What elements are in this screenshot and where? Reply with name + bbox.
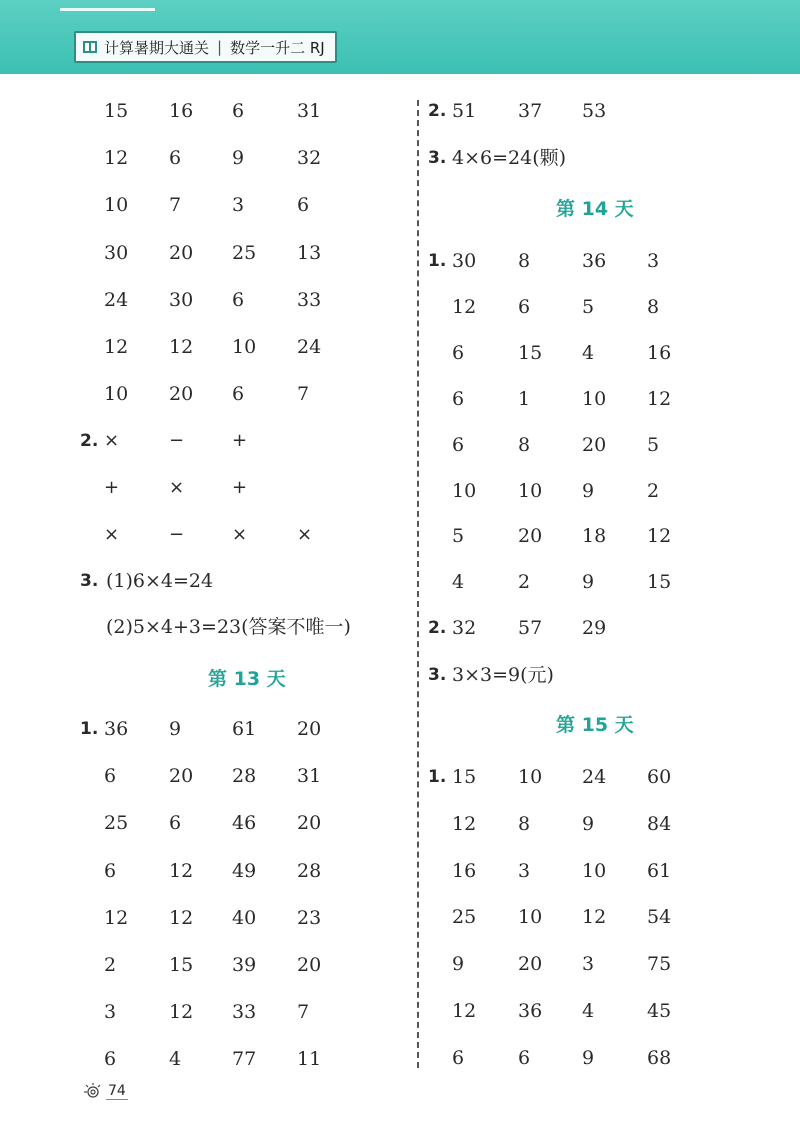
answer-cell: 6 xyxy=(104,765,117,788)
answer-cell: 10 xyxy=(104,194,129,217)
answer-cell: 12 xyxy=(647,525,672,548)
operator-cell: − xyxy=(169,430,185,451)
answer-cell: 8 xyxy=(518,812,531,835)
column-divider xyxy=(417,100,419,1068)
answer-cell: 10 xyxy=(582,387,607,410)
book-icon xyxy=(82,39,98,55)
answer-cell: 12 xyxy=(169,1001,194,1024)
operator-cell: × xyxy=(104,430,120,451)
answer-cell: 30 xyxy=(104,241,129,264)
day14-title: 第 14 天 xyxy=(556,198,634,220)
left-q3-line1: (1)6×4=24 xyxy=(106,570,214,592)
answer-cell: 20 xyxy=(169,383,194,406)
operator-cell: − xyxy=(169,524,185,545)
answer-cell: 18 xyxy=(582,525,607,548)
answer-cell: 3 xyxy=(232,194,245,217)
answer-cell: 16 xyxy=(169,100,194,122)
answer-cell: 20 xyxy=(518,525,543,548)
right-q2-label: 2. xyxy=(428,101,447,121)
answer-cell: 61 xyxy=(647,859,672,882)
answer-cell: 20 xyxy=(169,765,194,788)
answer-cell: 31 xyxy=(297,100,322,122)
answer-cell: 12 xyxy=(582,906,607,929)
answer-cell: 8 xyxy=(518,250,531,272)
answer-cell: 8 xyxy=(518,433,531,456)
answer-cell: 15 xyxy=(452,766,477,788)
answer-cell: 7 xyxy=(297,1001,310,1024)
answer-cell: 11 xyxy=(297,1048,322,1071)
answer-cell: 6 xyxy=(104,859,117,882)
answer-cell: 4 xyxy=(169,1048,182,1071)
answer-cell: 9 xyxy=(582,571,595,594)
answer-cell: 29 xyxy=(582,617,607,639)
answer-cell: 28 xyxy=(297,859,322,882)
answer-cell: 20 xyxy=(297,718,322,740)
answer-cell: 12 xyxy=(169,859,194,882)
answer-cell: 16 xyxy=(452,859,477,882)
answer-cell: 9 xyxy=(582,1046,595,1069)
answer-cell: 6 xyxy=(169,147,182,170)
answer-cell: 6 xyxy=(169,812,182,835)
answer-cell: 49 xyxy=(232,859,257,882)
day14-q3-label: 3. xyxy=(428,665,447,685)
answer-cell: 33 xyxy=(297,288,322,311)
operator-cell: + xyxy=(232,477,248,498)
answer-cell: 10 xyxy=(518,479,543,502)
book-header-badge xyxy=(74,31,337,63)
right-q3-text: 4×6=24(颗) xyxy=(452,147,567,169)
answer-cell: 2 xyxy=(647,479,660,502)
answer-cell: 36 xyxy=(582,250,607,272)
answer-cell: 6 xyxy=(297,194,310,217)
answer-cell: 12 xyxy=(104,147,129,170)
answer-cell: 12 xyxy=(169,336,194,358)
answer-cell: 36 xyxy=(104,718,129,740)
day13-q1-label: 1. xyxy=(80,719,99,739)
answer-cell: 4 xyxy=(582,341,595,364)
answer-cell: 10 xyxy=(518,906,543,929)
answer-cell: 25 xyxy=(452,906,477,929)
answer-cell: 32 xyxy=(297,147,322,170)
answer-cell: 10 xyxy=(518,766,543,788)
answer-cell: 3 xyxy=(582,953,595,976)
answer-cell: 12 xyxy=(169,906,194,929)
answer-cell: 12 xyxy=(452,812,477,835)
answer-cell: 57 xyxy=(518,617,543,639)
day14-q3-text: 3×3=9(元) xyxy=(452,664,554,686)
answer-cell: 3 xyxy=(647,250,660,272)
answer-cell: 25 xyxy=(104,812,129,835)
answer-cell: 68 xyxy=(647,1046,672,1069)
right-q3-label: 3. xyxy=(428,148,447,168)
header-separator: | xyxy=(217,38,223,56)
answer-cell: 24 xyxy=(297,336,322,358)
answer-cell: 10 xyxy=(104,383,129,406)
left-q3-line2: (2)5×4+3=23(答案不唯一) xyxy=(106,616,351,638)
left-q3-label: 3. xyxy=(80,571,99,591)
answer-cell: 9 xyxy=(169,718,182,740)
answer-cell: 8 xyxy=(647,295,660,318)
answer-cell: 6 xyxy=(452,1046,465,1069)
day14-q1-label: 1. xyxy=(428,251,447,271)
answer-cell: 60 xyxy=(647,766,672,788)
answer-cell: 2 xyxy=(104,954,117,976)
answer-cell: 10 xyxy=(232,336,257,358)
answer-cell: 20 xyxy=(169,241,194,264)
answer-cell: 20 xyxy=(297,812,322,835)
answer-cell: 24 xyxy=(104,288,129,311)
answer-cell: 31 xyxy=(297,765,322,788)
answer-cell: 45 xyxy=(647,1000,672,1022)
answer-cell: 6 xyxy=(452,341,465,364)
answer-cell: 53 xyxy=(582,100,607,122)
answer-cell: 61 xyxy=(232,718,257,740)
answer-cell: 6 xyxy=(104,1048,117,1071)
day13-title: 第 13 天 xyxy=(208,668,286,690)
answer-cell: 33 xyxy=(232,1001,257,1024)
answer-cell: 13 xyxy=(297,241,322,264)
answer-cell: 6 xyxy=(518,1046,531,1069)
answer-cell: 20 xyxy=(518,953,543,976)
answer-cell: 6 xyxy=(452,433,465,456)
answer-cell: 9 xyxy=(452,953,465,976)
answer-cell: 16 xyxy=(647,341,672,364)
answer-cell: 15 xyxy=(104,100,129,122)
answer-cell: 75 xyxy=(647,953,672,976)
answer-cell: 77 xyxy=(232,1048,257,1071)
answer-cell: 7 xyxy=(169,194,182,217)
answer-cell: 54 xyxy=(647,906,672,929)
operator-cell: + xyxy=(104,477,120,498)
answer-cell: 9 xyxy=(232,147,245,170)
answer-cell: 40 xyxy=(232,906,257,929)
answer-cell: 3 xyxy=(104,1001,117,1024)
operator-cell: × xyxy=(169,477,185,498)
answer-cell: 1 xyxy=(518,387,531,410)
answer-cell: 12 xyxy=(104,336,129,358)
answer-cell: 5 xyxy=(582,295,595,318)
book-title: 计算暑期大通关 xyxy=(104,38,210,57)
answer-cell: 3 xyxy=(518,859,531,882)
answer-cell: 6 xyxy=(232,288,245,311)
day15-q1-label: 1. xyxy=(428,767,447,787)
answer-cell: 7 xyxy=(297,383,310,406)
answer-cell: 6 xyxy=(232,383,245,406)
page-number: 74 xyxy=(108,1082,126,1099)
answer-cell: 28 xyxy=(232,765,257,788)
answer-cell: 10 xyxy=(582,859,607,882)
answer-cell: 10 xyxy=(452,479,477,502)
answer-cell: 46 xyxy=(232,812,257,835)
answer-cell: 37 xyxy=(518,100,543,122)
answer-cell: 23 xyxy=(297,906,322,929)
answer-cell: 12 xyxy=(452,295,477,318)
answer-cell: 30 xyxy=(452,250,477,272)
answer-cell: 9 xyxy=(582,479,595,502)
answer-cell: 20 xyxy=(582,433,607,456)
answer-cell: 5 xyxy=(647,433,660,456)
answer-cell: 6 xyxy=(518,295,531,318)
answer-cell: 20 xyxy=(297,954,322,976)
page-number-footer xyxy=(82,1082,128,1100)
operator-cell: × xyxy=(297,524,313,545)
answer-cell: 32 xyxy=(452,617,477,639)
answer-cell: 4 xyxy=(582,1000,595,1022)
header-accent-line xyxy=(60,8,155,11)
answer-cell: 51 xyxy=(452,100,477,122)
answer-cell: 2 xyxy=(518,571,531,594)
day15-title: 第 15 天 xyxy=(556,714,634,736)
operator-cell: + xyxy=(232,430,248,451)
operator-cell: × xyxy=(104,524,120,545)
sun-spiral-icon xyxy=(82,1082,102,1100)
answer-cell: 12 xyxy=(647,387,672,410)
answer-cell: 12 xyxy=(104,906,129,929)
answer-cell: 25 xyxy=(232,241,257,264)
operator-cell: × xyxy=(232,524,248,545)
day14-q2-label: 2. xyxy=(428,618,447,638)
answer-cell: 5 xyxy=(452,525,465,548)
book-subtitle: 数学一升二 RJ xyxy=(230,38,325,57)
answer-cell: 30 xyxy=(169,288,194,311)
answer-cell: 84 xyxy=(647,812,672,835)
answer-cell: 36 xyxy=(518,1000,543,1022)
answer-cell: 6 xyxy=(232,100,245,122)
answer-cell: 15 xyxy=(518,341,543,364)
answer-cell: 15 xyxy=(169,954,194,976)
answer-cell: 39 xyxy=(232,954,257,976)
answer-cell: 9 xyxy=(582,812,595,835)
answer-cell: 15 xyxy=(647,571,672,594)
answer-cell: 24 xyxy=(582,766,607,788)
answer-cell: 6 xyxy=(452,387,465,410)
answer-cell: 4 xyxy=(452,571,465,594)
left-q2-label: 2. xyxy=(80,431,99,451)
answer-cell: 12 xyxy=(452,1000,477,1022)
